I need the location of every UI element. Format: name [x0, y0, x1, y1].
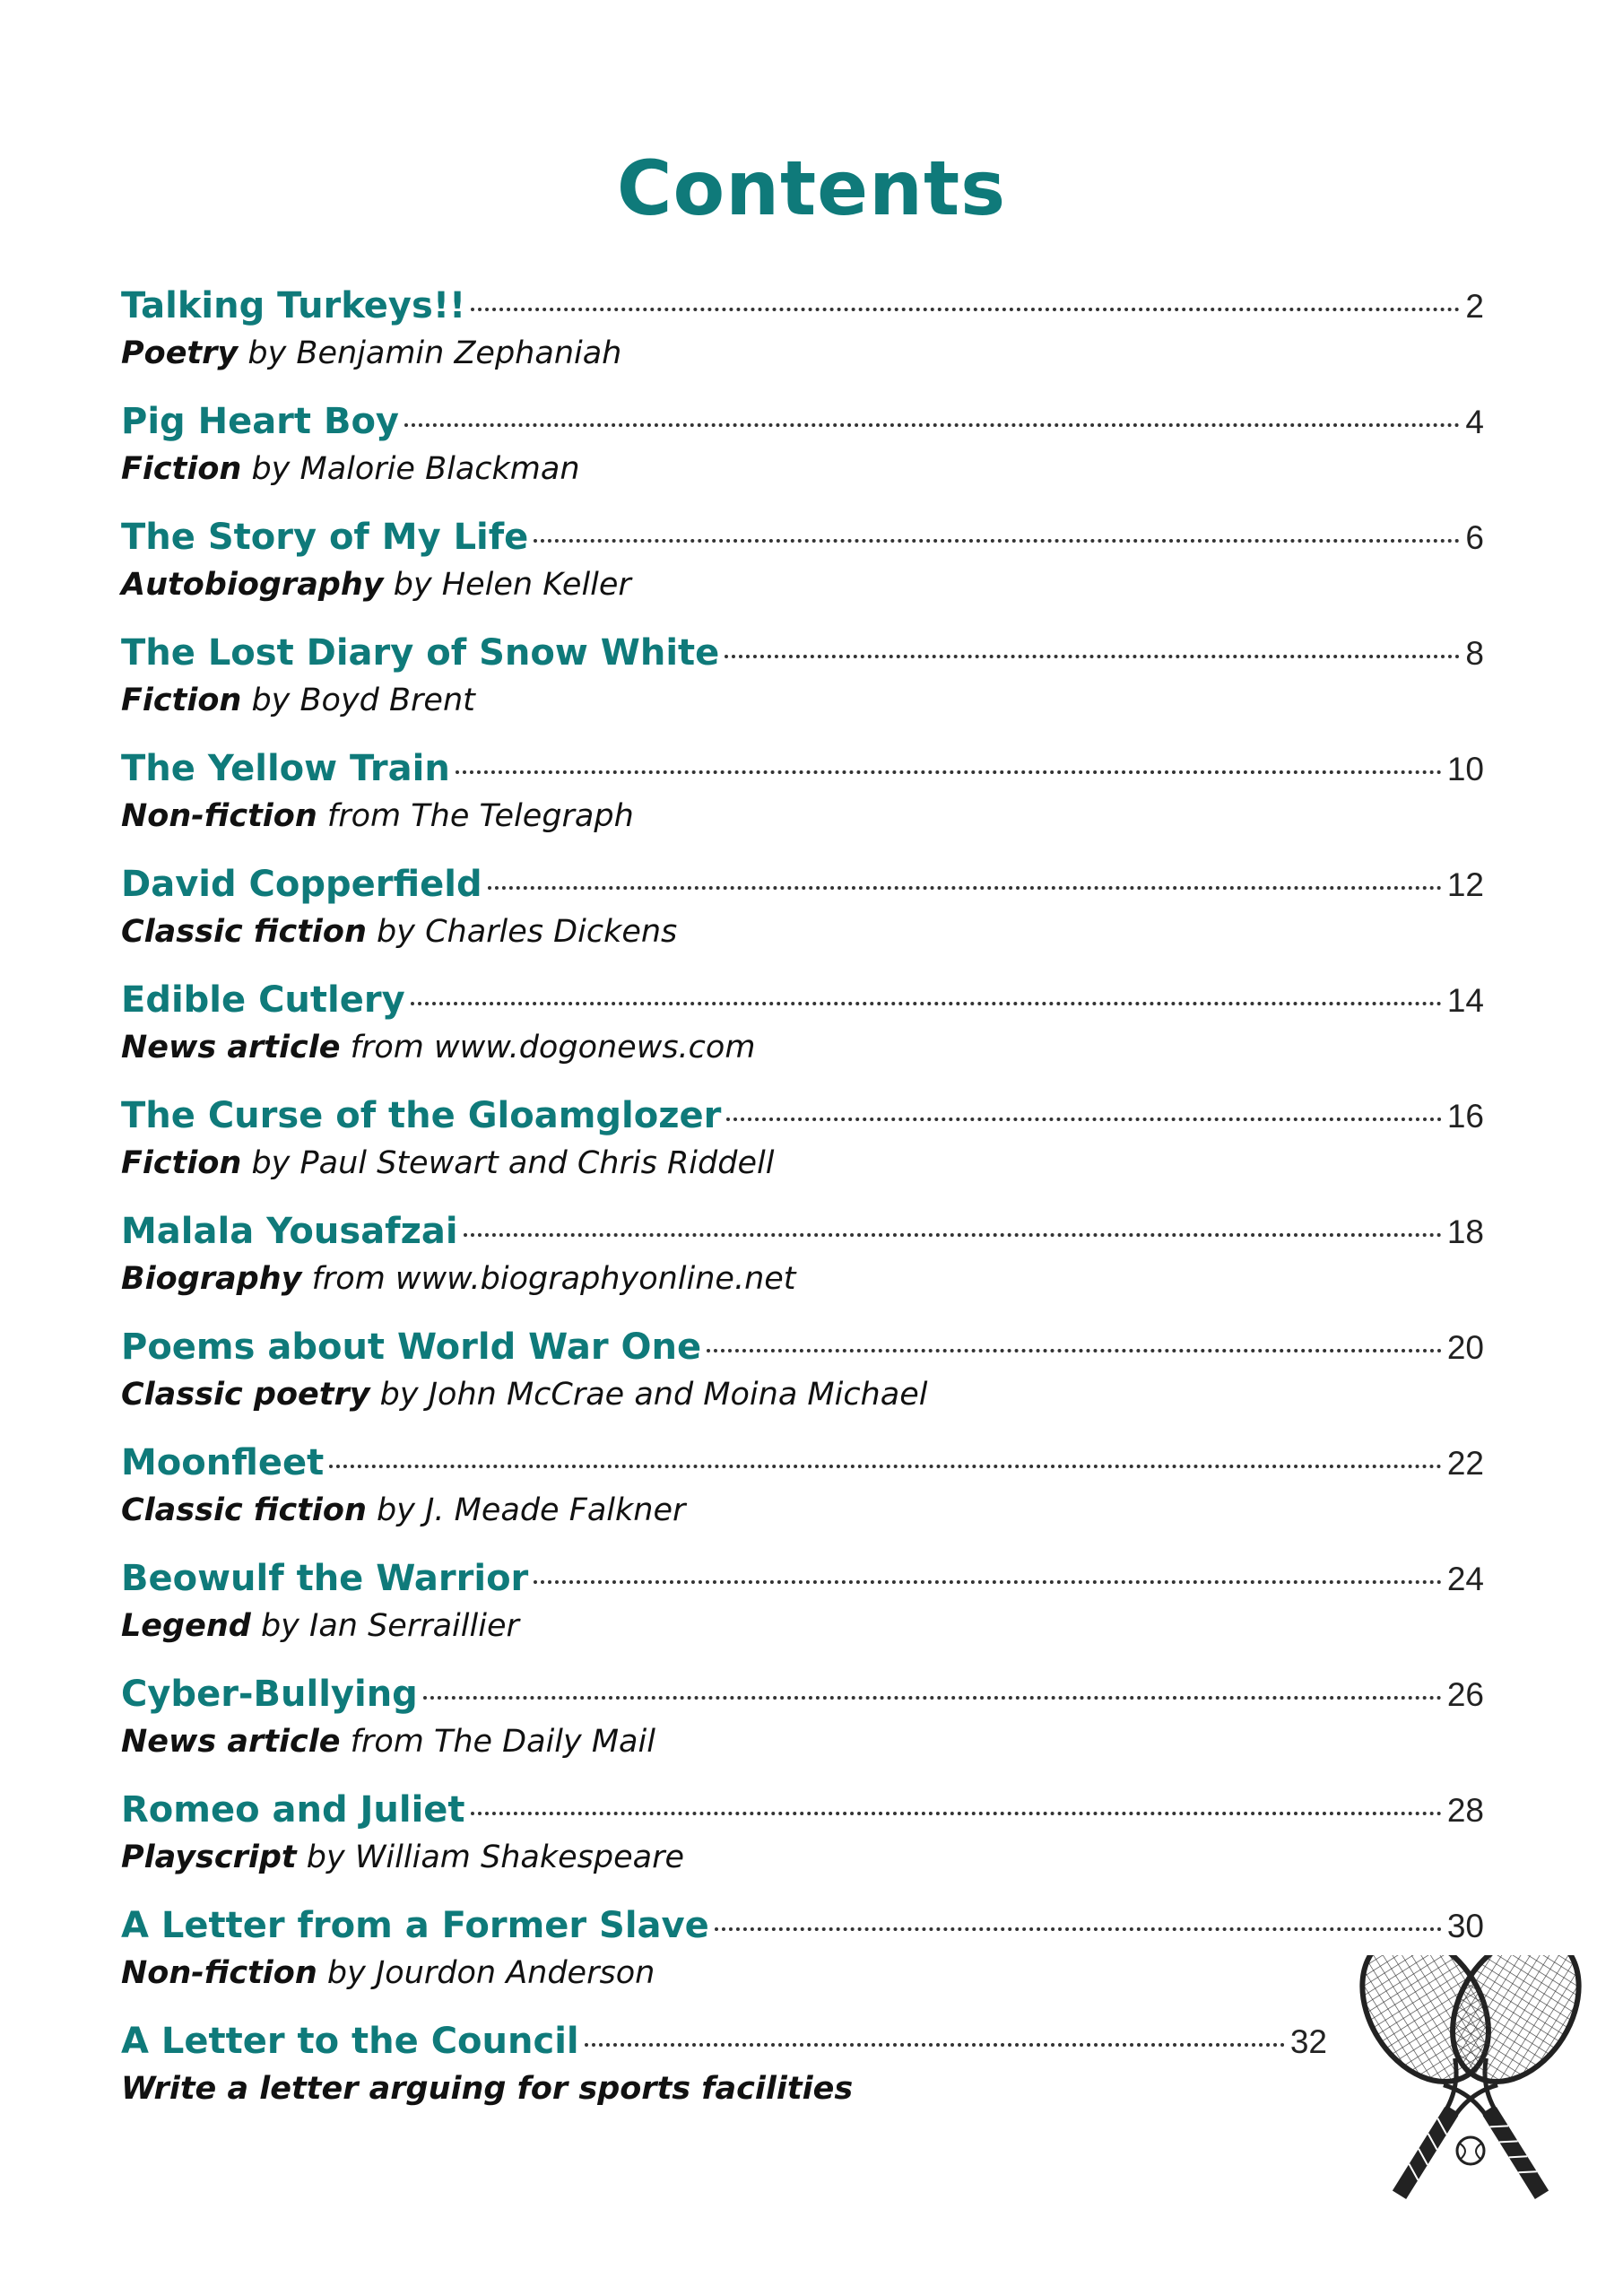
entry-source: by Ian Serraillier: [250, 1608, 519, 1644]
leader-dots: [725, 655, 1460, 658]
leader-dots: [726, 1118, 1441, 1121]
entry-title[interactable]: Poems about World War One: [121, 1326, 702, 1368]
entry-source: by Benjamin Zephaniah: [238, 335, 622, 371]
leader-dots: [471, 308, 1460, 311]
entry-page-number: 8: [1465, 635, 1484, 672]
contents-entry[interactable]: [121, 1437, 1484, 1544]
entry-source: Write a letter arguing for sports facilities: [121, 2071, 854, 2107]
leader-dots: [707, 1349, 1442, 1352]
entry-title[interactable]: David Copperfield: [121, 864, 482, 905]
entry-genre: Fiction: [121, 451, 242, 487]
entry-page-number: 32: [1289, 2023, 1327, 2060]
contents-entry[interactable]: [121, 1321, 1484, 1429]
entry-page-number: 30: [1446, 1908, 1484, 1944]
leader-dots: [464, 1233, 1442, 1237]
leader-dots: [534, 539, 1460, 543]
contents-entry[interactable]: [121, 627, 1484, 735]
entry-source: by Malorie Blackman: [241, 451, 580, 487]
entry-source: by Charles Dickens: [366, 914, 678, 950]
entry-genre: Autobiography: [121, 567, 384, 603]
entry-page-number: 18: [1446, 1213, 1484, 1250]
entry-genre: Poetry: [121, 335, 239, 371]
entry-page-number: 6: [1465, 519, 1484, 556]
leader-dots: [471, 1812, 1442, 1815]
entry-title[interactable]: The Curse of the Gloamglozer: [121, 1095, 722, 1136]
page-title: Contents: [616, 144, 1007, 232]
entry-genre: Classic fiction: [121, 914, 367, 950]
entry-source: from The Telegraph: [317, 798, 634, 834]
contents-entry[interactable]: [121, 858, 1484, 966]
contents-entry[interactable]: [121, 1090, 1484, 1197]
entry-title[interactable]: A Letter from a Former Slave: [121, 1905, 709, 1946]
entry-source: by Jourdon Anderson: [317, 1955, 655, 1991]
entry-genre: News article: [121, 1030, 341, 1065]
leader-dots: [585, 2043, 1285, 2047]
contents-entry[interactable]: [121, 280, 1484, 387]
entry-page-number: 4: [1465, 404, 1484, 440]
entry-title[interactable]: The Story of My Life: [121, 517, 529, 558]
leader-dots: [534, 1580, 1442, 1584]
entry-page-number: 20: [1446, 1329, 1484, 1366]
contents-entry[interactable]: [121, 1552, 1484, 1660]
leader-dots: [411, 1002, 1442, 1005]
entry-source: by Paul Stewart and Chris Riddell: [241, 1145, 775, 1181]
contents-entry[interactable]: [121, 1900, 1484, 2007]
entry-page-number: 2: [1465, 288, 1484, 325]
entry-source: by Boyd Brent: [241, 683, 475, 718]
entry-source: by John McCrae and Moina Michael: [369, 1377, 928, 1413]
contents-entry[interactable]: [121, 1784, 1484, 1892]
entry-page-number: 24: [1446, 1561, 1484, 1597]
entry-source: by William Shakespeare: [296, 1839, 684, 1875]
entry-source: by J. Meade Falkner: [366, 1492, 686, 1528]
entry-genre: Fiction: [121, 683, 242, 718]
entry-source: by Helen Keller: [383, 567, 631, 603]
leader-dots: [456, 770, 1442, 774]
entry-page-number: 12: [1446, 866, 1484, 903]
entry-genre: Playscript: [121, 1839, 297, 1875]
entry-title[interactable]: Talking Turkeys!!: [121, 285, 466, 326]
leader-dots: [423, 1696, 1442, 1700]
entry-page-number: 26: [1446, 1676, 1484, 1713]
entry-genre: News article: [121, 1724, 341, 1760]
entry-title[interactable]: The Lost Diary of Snow White: [121, 632, 720, 674]
entry-title[interactable]: Moonfleet: [121, 1442, 325, 1483]
entry-title[interactable]: Cyber-Bullying: [121, 1674, 418, 1715]
entry-title[interactable]: Beowulf the Warrior: [121, 1558, 529, 1599]
entry-genre: Legend: [121, 1608, 251, 1644]
entry-genre: Classic poetry: [121, 1377, 370, 1413]
entry-title[interactable]: The Yellow Train: [121, 748, 450, 789]
contents-entry[interactable]: [121, 511, 1484, 619]
contents-entry[interactable]: [121, 2015, 1327, 2123]
entry-page-number: 10: [1446, 751, 1484, 787]
entry-page-number: 16: [1446, 1098, 1484, 1135]
entry-genre: Non-fiction: [121, 798, 317, 834]
entry-source: from www.dogonews.com: [340, 1030, 756, 1065]
leader-dots: [404, 423, 1460, 427]
entry-genre: Non-fiction: [121, 1955, 317, 1991]
entry-source: from The Daily Mail: [340, 1724, 655, 1760]
entry-source: from www.biographyonline.net: [301, 1261, 796, 1297]
entry-title[interactable]: Edible Cutlery: [121, 979, 405, 1021]
contents-entry[interactable]: [121, 1205, 1484, 1313]
entry-title[interactable]: Romeo and Juliet: [121, 1789, 465, 1831]
entry-page-number: 14: [1446, 982, 1484, 1019]
contents-entry[interactable]: [121, 396, 1484, 503]
entry-title[interactable]: A Letter to the Council: [121, 2021, 579, 2062]
entry-genre: Fiction: [121, 1145, 242, 1181]
entry-genre: Biography: [121, 1261, 302, 1297]
contents-entry[interactable]: [121, 974, 1484, 1082]
leader-dots: [715, 1927, 1442, 1931]
crossed-tennis-rackets-icon: [1336, 1955, 1605, 2206]
contents-entry[interactable]: [121, 743, 1484, 850]
entry-title[interactable]: Pig Heart Boy: [121, 401, 399, 442]
leader-dots: [329, 1465, 1442, 1468]
entry-genre: Classic fiction: [121, 1492, 367, 1528]
entry-page-number: 22: [1446, 1445, 1484, 1482]
entry-title[interactable]: Malala Yousafzai: [121, 1211, 458, 1252]
leader-dots: [488, 886, 1442, 890]
entry-page-number: 28: [1446, 1792, 1484, 1829]
contents-entry[interactable]: [121, 1668, 1484, 1776]
